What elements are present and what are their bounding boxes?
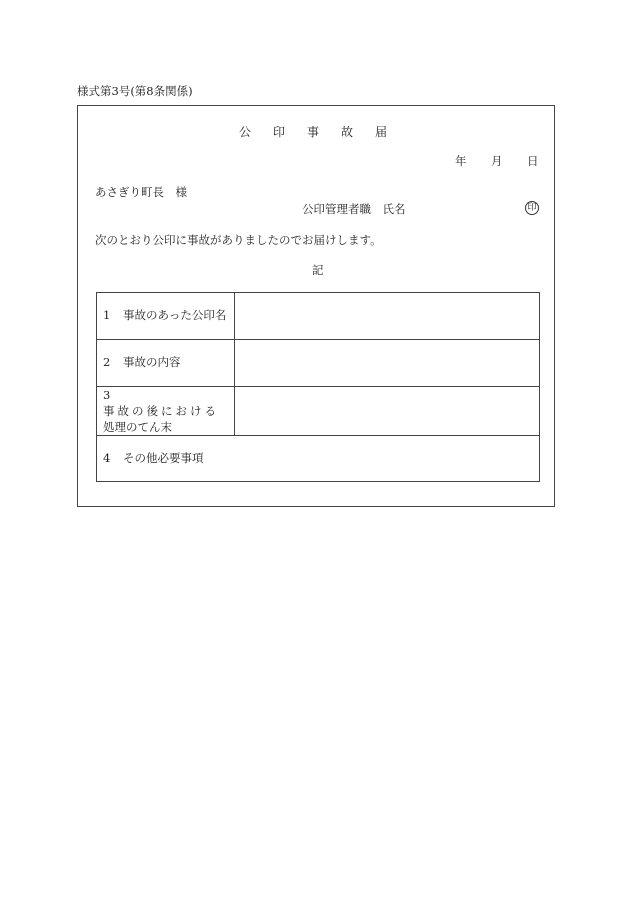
date-line [455,155,539,169]
item-value-cell[interactable] [235,293,540,340]
item-number: 4 [103,450,111,465]
item-label: その他必要事項 [123,450,204,465]
items-table [96,292,540,482]
table-row [97,293,540,340]
item-label-cell[interactable] [97,436,540,482]
title-char: 事 [307,125,320,139]
item-label-block [103,403,219,435]
item-label: 事故の内容 [123,355,181,370]
item-value-cell[interactable] [235,340,540,387]
seal-icon: 印 [525,201,539,215]
date-month: 月 [491,154,503,168]
title-char: 公 [239,125,252,139]
item-label-cell [97,293,235,340]
item-number: 2 [103,355,111,370]
item-number: 1 [103,308,111,323]
item-label-cell [97,387,235,436]
item-label: 処理のてん末 [103,420,172,434]
item-value-cell[interactable] [235,387,540,436]
statement-text: 次のとおり公印に事故がありましたのでお届けします。 [95,233,382,247]
item-label-cell [97,340,235,387]
table-row [97,387,540,436]
ki-heading: 記 [312,263,324,277]
addressee: あさぎり町長 様 [95,185,187,199]
title-char: 印 [273,125,286,139]
applicant-name-line: 公印管理者職 氏名 [302,202,406,216]
item-number: 3 [103,388,111,402]
table-row [97,340,540,387]
date-day: 日 [527,154,539,168]
title-char: 故 [341,125,354,139]
item-label: 事故の後における [103,404,219,418]
item-label: 事故のあった公印名 [123,308,227,323]
title-char: 届 [375,125,388,139]
table-row [97,436,540,482]
date-year: 年 [455,154,467,168]
form-number-label: 様式第3号(第8条関係) [77,84,193,98]
